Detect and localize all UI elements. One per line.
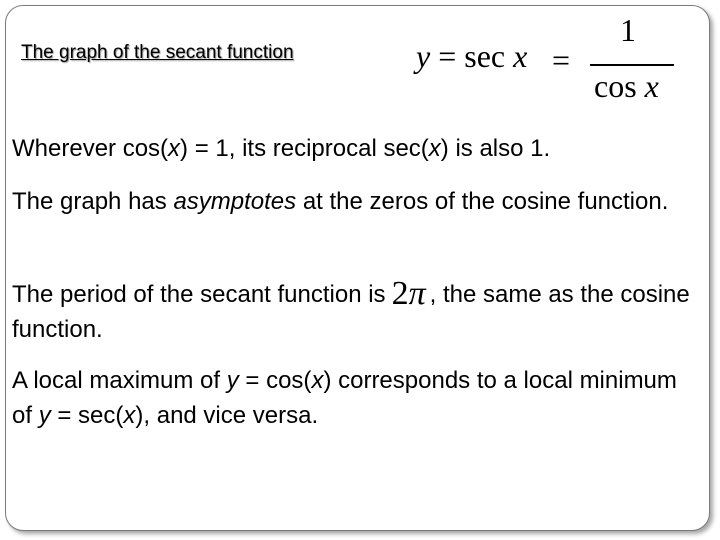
text: at the zeros of the cosine function. [296,188,669,215]
var-y: y [226,367,239,394]
formula-numerator: 1 [620,12,636,48]
text: = cos( [238,367,312,394]
asymptotes-term: asymptotes [173,188,297,215]
formula-cos: cos [594,68,645,104]
var-x: x [311,367,324,394]
text: ) corresponds to a local minimum of [12,367,677,429]
formula-lhs [416,38,527,75]
var-x: x [123,402,136,429]
text: A local maximum of [12,367,227,394]
formula-equals: = [552,42,571,78]
formula-denominator [594,68,659,105]
digit-two: 2 [391,275,409,312]
var-y: y [38,402,51,429]
text: ) = 1, its reciprocal sec( [180,135,429,162]
formula-den-x: x [644,68,659,104]
paragraph-asymptotes [12,184,702,219]
slide-title: The graph of the secant function [21,42,294,63]
paragraph-period [12,274,702,347]
fraction-bar [590,64,674,66]
secant-formula [414,12,676,108]
pi-symbol: π [408,275,426,312]
two-pi-math [392,276,426,311]
text: ) is also 1. [440,135,551,162]
text: = sec( [50,402,124,429]
var-x: x [168,135,181,162]
formula-y: y [416,38,431,74]
text: , the same as the cosine function. [12,281,690,343]
paragraph-extrema [12,363,702,433]
text: The graph has [12,188,174,215]
text: Wherever cos( [12,135,169,162]
text: ), and vice versa. [135,402,319,429]
var-x: x [428,135,441,162]
formula-x: x [513,38,528,74]
formula-sec: = sec [430,38,514,74]
text: The period of the secant function is [12,281,386,308]
paragraph-reciprocal [12,131,702,166]
